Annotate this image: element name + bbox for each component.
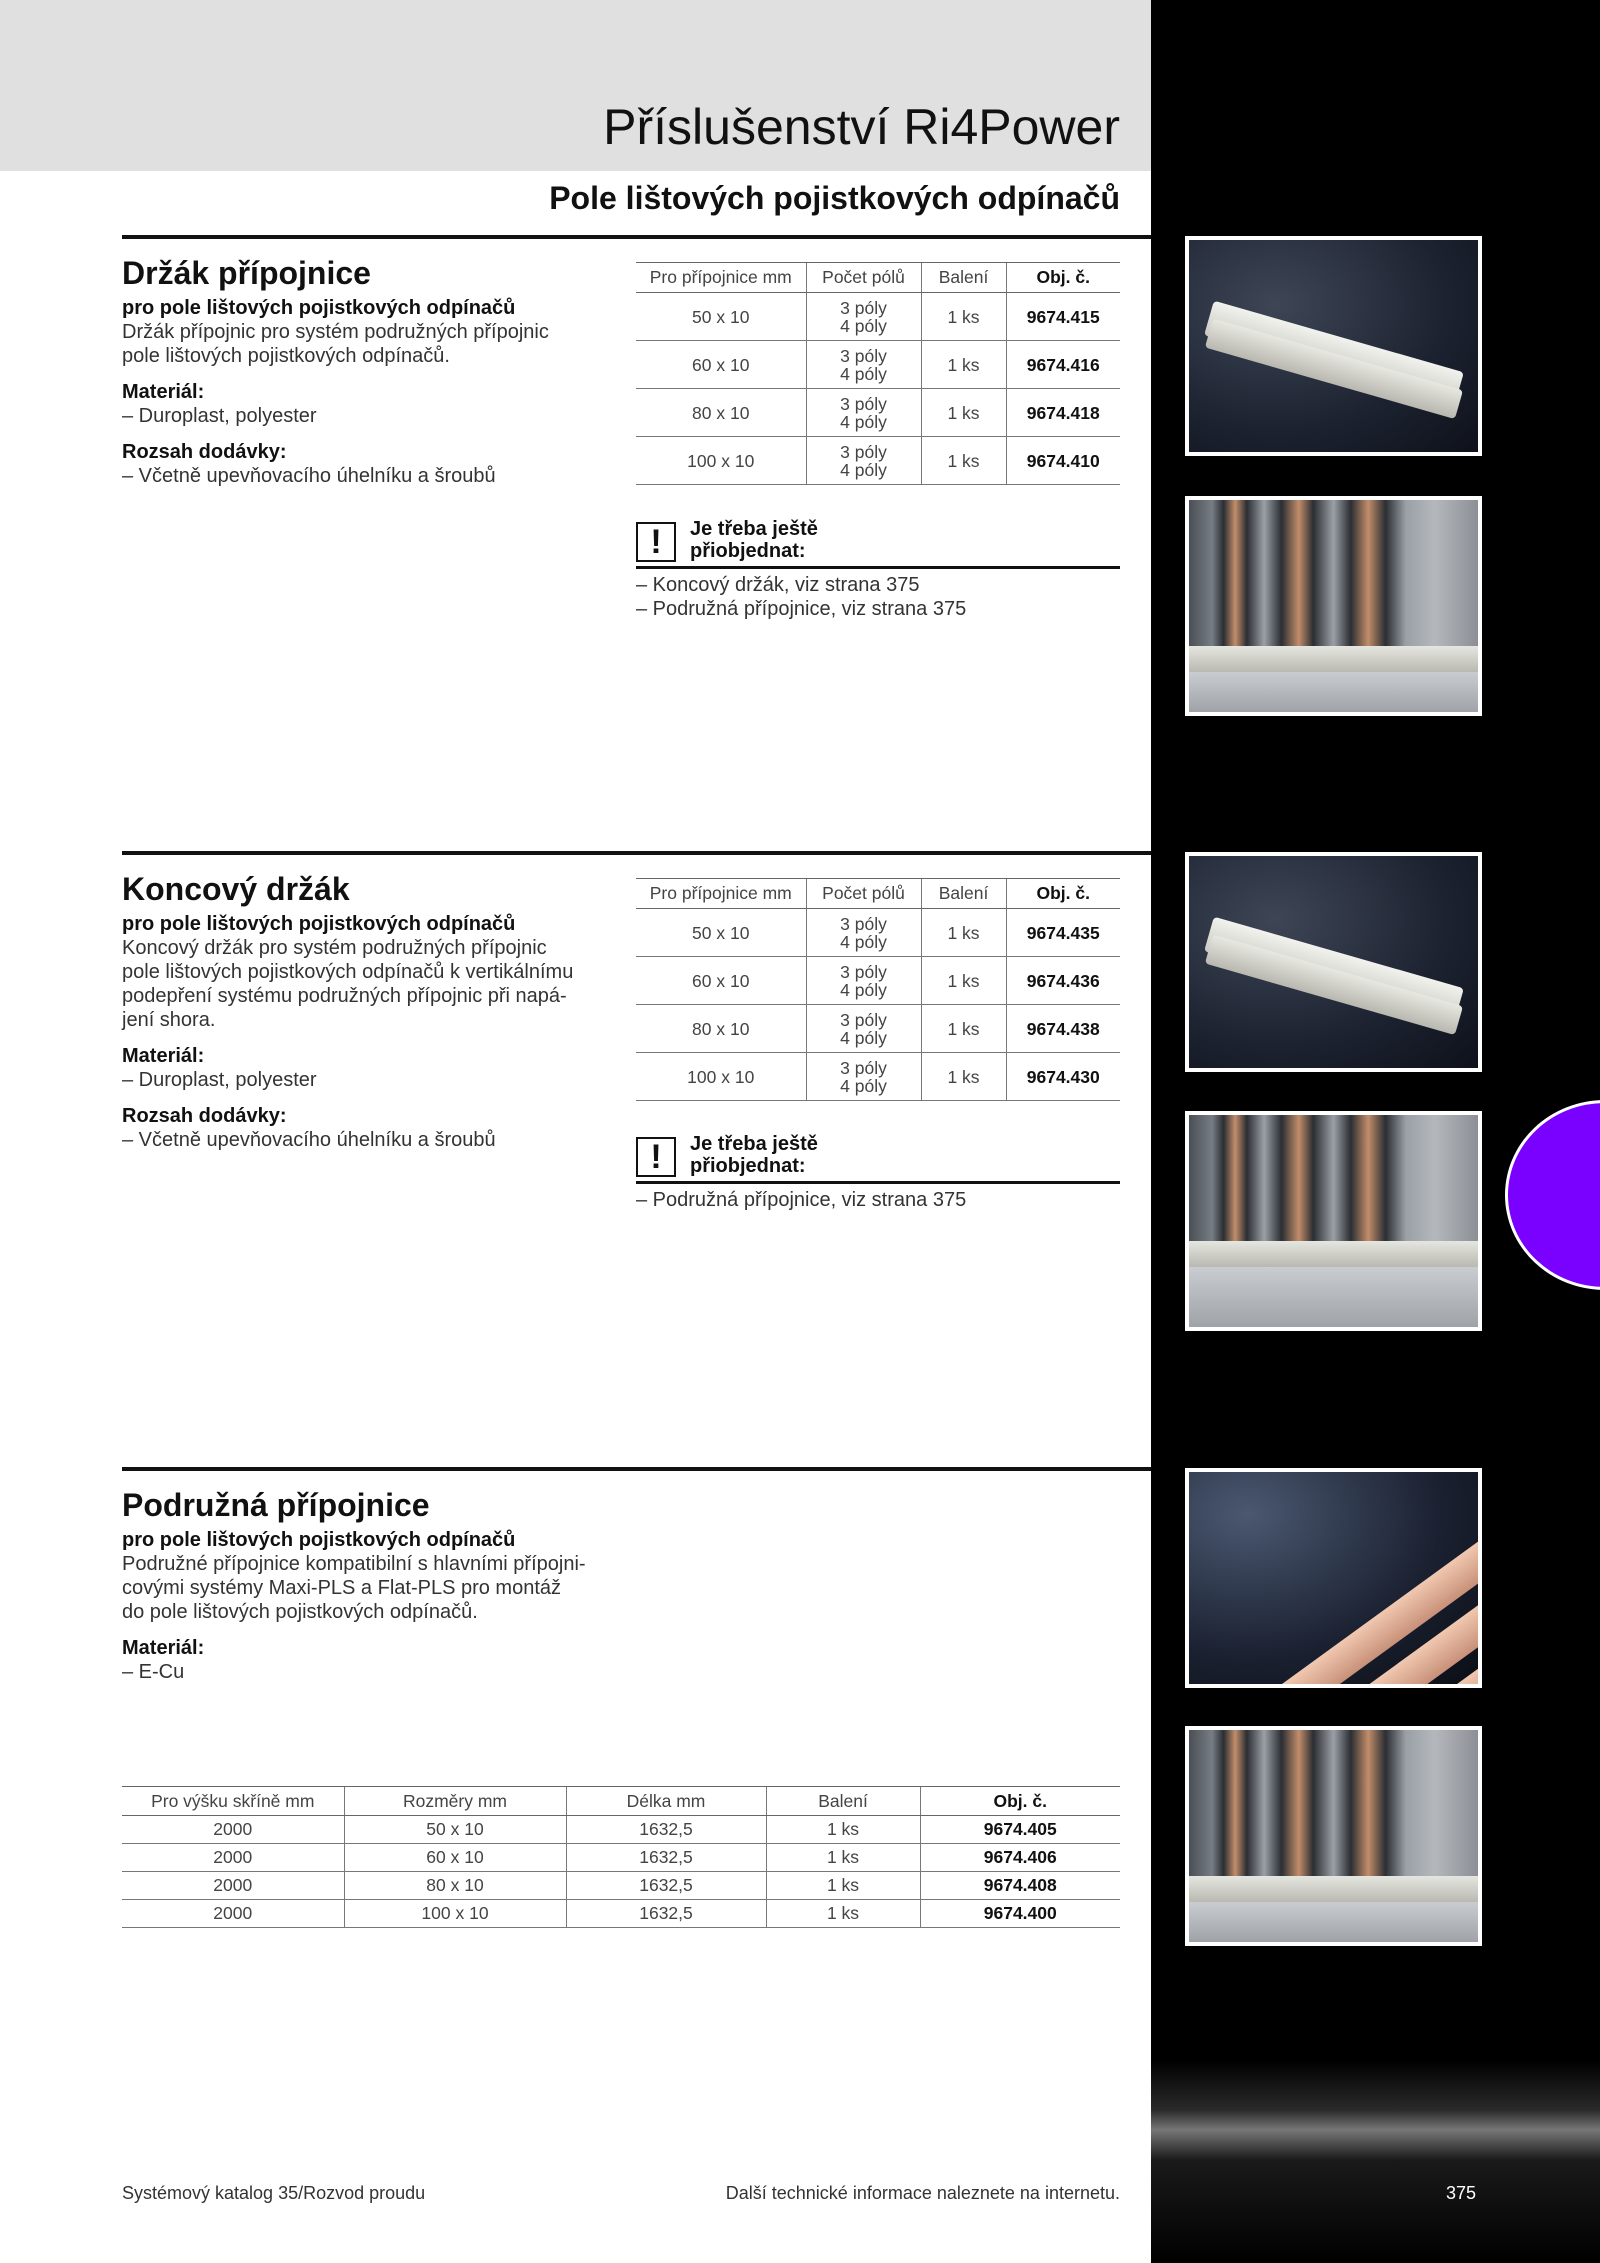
table-header: Délka mm	[566, 1787, 766, 1816]
note-title: Je třeba ještě přiobjednat:	[690, 518, 818, 562]
material-item: – Duroplast, polyester	[122, 405, 317, 427]
product-photo-end-holder	[1185, 852, 1482, 1072]
reorder-note	[636, 1133, 1120, 1212]
scope-label: Rozsah dodávky:	[122, 1105, 287, 1127]
material-label: Materiál:	[122, 381, 205, 403]
table-header: Obj. č.	[1006, 879, 1120, 909]
installation-photo	[1185, 1111, 1482, 1331]
table-row: 80 x 10 3 póly 4 póly 1 ks 9674.438	[636, 1005, 1120, 1053]
section-sub-busbar	[122, 1486, 602, 1684]
section-description: Koncový držák pro systém podružných přípojnic pole lištových pojistkových odpínačů k vertikálnímu podepření systému podružných přípojnic při napá- jení shora.	[122, 937, 574, 1031]
table-header: Obj. č.	[920, 1787, 1120, 1816]
table-header: Počet pólů	[806, 263, 921, 293]
section-end-holder	[122, 870, 602, 1152]
table-row: 100 x 10 3 póly 4 póly 1 ks 9674.430	[636, 1053, 1120, 1101]
section-heading: Držák přípojnice	[122, 255, 371, 291]
section-busbar-holder	[122, 254, 602, 488]
scope-item: – Včetně upevňovacího úhelníku a šroubů	[122, 1129, 496, 1151]
table-row: 2000 50 x 10 1632,5 1 ks 9674.405	[122, 1816, 1120, 1844]
note-item: – Podružná přípojnice, viz strana 375	[636, 598, 967, 620]
section-description: Držák přípojnic pro systém podružných přípojnic pole lištových pojistkových odpínačů.	[122, 321, 549, 367]
table-row: 2000 60 x 10 1632,5 1 ks 9674.406	[122, 1844, 1120, 1872]
section-subheading: pro pole lištových pojistkových odpínačů	[122, 1529, 516, 1551]
note-item: – Koncový držák, viz strana 375	[636, 574, 920, 596]
table-row: 80 x 10 3 póly 4 póly 1 ks 9674.418	[636, 389, 1120, 437]
table-row: 50 x 10 3 póly 4 póly 1 ks 9674.415	[636, 293, 1120, 341]
section-divider	[122, 851, 1151, 855]
table-row: 50 x 10 3 póly 4 póly 1 ks 9674.435	[636, 909, 1120, 957]
table-header: Rozměry mm	[344, 1787, 566, 1816]
material-label: Materiál:	[122, 1637, 205, 1659]
section-divider	[122, 235, 1151, 239]
note-title: Je třeba ještě přiobjednat:	[690, 1133, 818, 1177]
page-number: 375	[1446, 2183, 1477, 2203]
note-item: – Podružná přípojnice, viz strana 375	[636, 1189, 967, 1211]
installation-photo	[1185, 496, 1482, 716]
table-header: Pro přípojnice mm	[636, 263, 806, 293]
table-row: 2000 80 x 10 1632,5 1 ks 9674.408	[122, 1872, 1120, 1900]
reorder-note	[636, 518, 1120, 621]
footer-catalog: Systémový katalog 35/Rozvod proudu	[122, 2183, 426, 2203]
section-heading: Podružná přípojnice	[122, 1487, 430, 1523]
section-description: Podružné přípojnice kompatibilní s hlavními přípojni- covými systémy Maxi-PLS a Flat-PLS pro montáž do pole lištových pojistkových odpínačů.	[122, 1553, 586, 1623]
footer-info: Další technické informace naleznete na internetu.	[725, 2183, 1120, 2203]
product-photo-copper-busbar	[1185, 1468, 1482, 1688]
table-header: Pro výšku skříně mm	[122, 1787, 344, 1816]
page-title: Příslušenství Ri4Power	[603, 99, 1120, 155]
scope-label: Rozsah dodávky:	[122, 441, 287, 463]
material-label: Materiál:	[122, 1045, 205, 1067]
table-header: Obj. č.	[1006, 263, 1120, 293]
scope-item: – Včetně upevňovacího úhelníku a šroubů	[122, 465, 496, 487]
table-row: 60 x 10 3 póly 4 póly 1 ks 9674.416	[636, 341, 1120, 389]
spec-table-end-holder	[636, 878, 1120, 1101]
warning-icon: !	[636, 1137, 676, 1177]
table-header: Balení	[921, 263, 1006, 293]
table-row: 60 x 10 3 póly 4 póly 1 ks 9674.436	[636, 957, 1120, 1005]
warning-icon: !	[636, 522, 676, 562]
section-subheading: pro pole lištových pojistkových odpínačů	[122, 297, 516, 319]
material-item: – Duroplast, polyester	[122, 1069, 317, 1091]
page-subtitle: Pole lištových pojistkových odpínačů	[549, 180, 1120, 216]
table-header: Počet pólů	[806, 879, 921, 909]
section-subheading: pro pole lištových pojistkových odpínačů	[122, 913, 516, 935]
table-header: Balení	[766, 1787, 920, 1816]
spec-table-sub-busbar	[122, 1786, 1120, 1928]
installation-photo	[1185, 1726, 1482, 1946]
table-header: Pro přípojnice mm	[636, 879, 806, 909]
table-row: 100 x 10 3 póly 4 póly 1 ks 9674.410	[636, 437, 1120, 485]
section-divider	[122, 1467, 1151, 1471]
product-photo-busbar-holder	[1185, 236, 1482, 456]
table-row: 2000 100 x 10 1632,5 1 ks 9674.400	[122, 1900, 1120, 1928]
section-heading: Koncový držák	[122, 871, 350, 907]
material-item: – E-Cu	[122, 1661, 185, 1683]
table-header: Balení	[921, 879, 1006, 909]
spec-table-busbar-holder	[636, 262, 1120, 485]
